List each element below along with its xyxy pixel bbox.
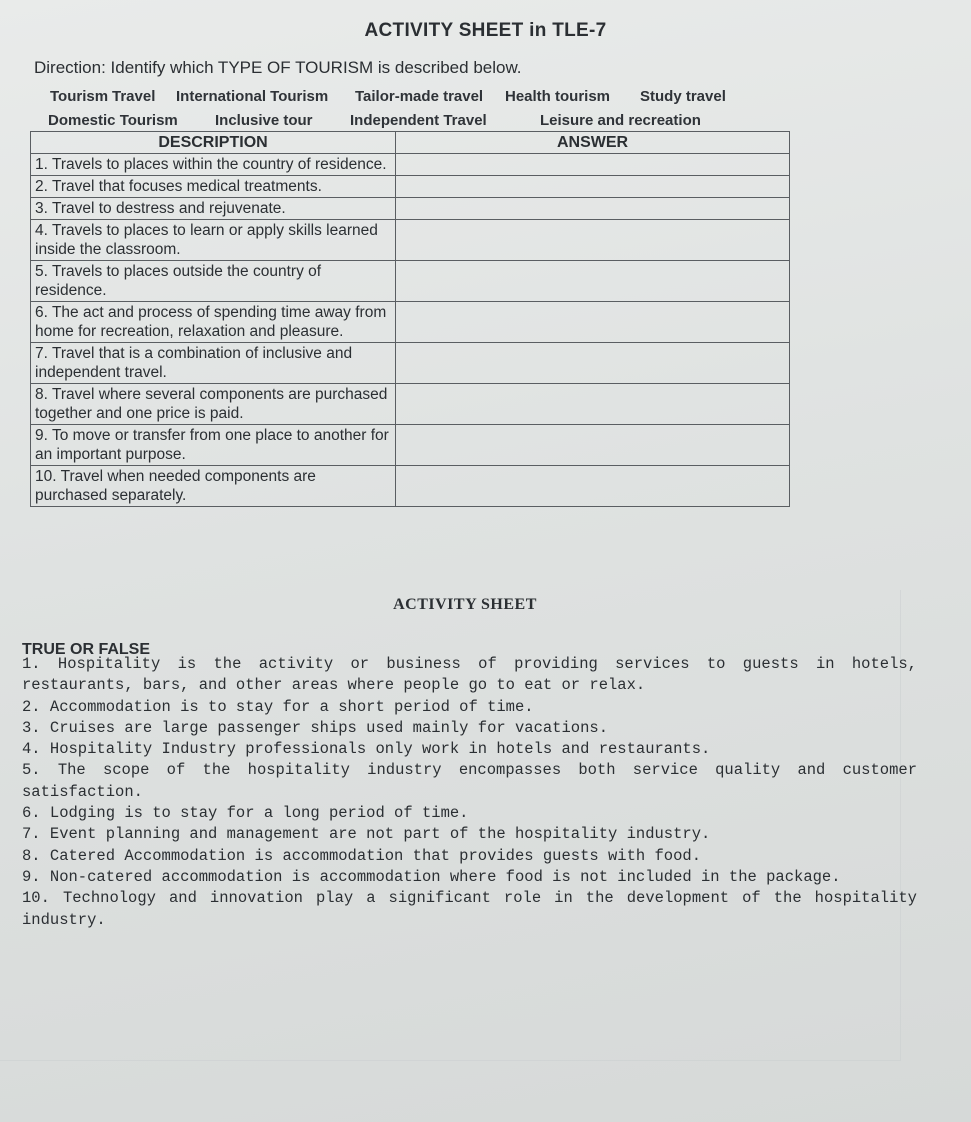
table-row bbox=[31, 302, 790, 343]
true-or-false-heading: TRUE OR FALSE bbox=[22, 641, 151, 658]
choice-study-travel: Study travel bbox=[640, 88, 726, 105]
list-item: 5. The scope of the hospitality industry encompasses both service quality and customer satisfaction. bbox=[22, 761, 917, 801]
list-item: 3. Cruises are large passenger ships used mainly for vacations. bbox=[22, 718, 608, 737]
choice-domestic-tourism: Domestic Tourism bbox=[48, 112, 178, 129]
table-row bbox=[31, 466, 790, 507]
answer-cell[interactable] bbox=[396, 198, 790, 220]
description-cell: 10. Travel when needed components are purchased separately. bbox=[31, 466, 396, 507]
list-item: 10. Technology and innovation play a significant role in the development of the hospitality industry. bbox=[22, 889, 917, 929]
list-item: 6. Lodging is to stay for a long period of time. bbox=[22, 804, 469, 823]
table-row bbox=[31, 343, 790, 384]
choice-inclusive-tour: Inclusive tour bbox=[215, 112, 313, 129]
choice-tourism: Tourism bbox=[50, 88, 109, 105]
description-cell: 7. Travel that is a combination of inclusive and independent travel. bbox=[31, 343, 396, 384]
list-item: 1. Hospitality is the activity or business of providing services to guests in hotels, restaurants, bars, and other areas where people go to eat or relax. bbox=[22, 655, 917, 695]
description-cell: 9. To move or transfer from one place to another for an important purpose. bbox=[31, 425, 396, 466]
answer-cell[interactable] bbox=[396, 343, 790, 384]
true-or-false-list bbox=[22, 654, 917, 931]
answer-cell[interactable] bbox=[396, 261, 790, 302]
answer-cell[interactable] bbox=[396, 220, 790, 261]
worksheet-title: ACTIVITY SHEET in TLE-7 bbox=[364, 20, 607, 41]
choice-travel: Travel bbox=[112, 88, 156, 105]
choice-tailor-made-travel: Tailor-made travel bbox=[355, 88, 484, 105]
table-row bbox=[31, 220, 790, 261]
list-item: 4. Hospitality Industry professionals only work in hotels and restaurants. bbox=[22, 740, 711, 759]
answer-cell[interactable] bbox=[396, 425, 790, 466]
description-cell: 6. The act and process of spending time away from home for recreation, relaxation and pleasure. bbox=[31, 302, 396, 343]
choice-health-tourism: Health tourism bbox=[505, 88, 611, 105]
list-item: 7. Event planning and management are not part of the hospitality industry. bbox=[22, 825, 711, 844]
second-sheet-title: ACTIVITY SHEET bbox=[393, 596, 537, 613]
choice-leisure-and-recreation: Leisure and recreation bbox=[540, 112, 701, 129]
choice-independent-travel: Independent Travel bbox=[350, 112, 487, 129]
list-item: 2. Accommodation is to stay for a short period of time. bbox=[22, 697, 534, 716]
description-header: DESCRIPTION bbox=[31, 132, 396, 154]
answer-header: ANSWER bbox=[396, 132, 790, 154]
table-header-row bbox=[31, 132, 790, 154]
table-row bbox=[31, 384, 790, 425]
table-row bbox=[31, 198, 790, 220]
description-cell: 1. Travels to places within the country of residence. bbox=[31, 154, 396, 176]
description-cell: 4. Travels to places to learn or apply skills learned inside the classroom. bbox=[31, 220, 396, 261]
table-row bbox=[31, 154, 790, 176]
description-cell: 2. Travel that focuses medical treatments. bbox=[31, 176, 396, 198]
description-cell: 8. Travel where several components are purchased together and one price is paid. bbox=[31, 384, 396, 425]
answer-cell[interactable] bbox=[396, 384, 790, 425]
answer-cell[interactable] bbox=[396, 176, 790, 198]
description-cell: 3. Travel to destress and rejuvenate. bbox=[31, 198, 396, 220]
table-row bbox=[31, 261, 790, 302]
table-row bbox=[31, 425, 790, 466]
tourism-type-table bbox=[30, 131, 790, 507]
answer-cell[interactable] bbox=[396, 466, 790, 507]
list-item: 9. Non-catered accommodation is accommodation where food is not included in the package. bbox=[22, 867, 841, 886]
answer-cell[interactable] bbox=[396, 302, 790, 343]
table-row bbox=[31, 176, 790, 198]
list-item: 8. Catered Accommodation is accommodation that provides guests with food. bbox=[22, 846, 702, 865]
answer-cell[interactable] bbox=[396, 154, 790, 176]
description-cell: 5. Travels to places outside the country of residence. bbox=[31, 261, 396, 302]
choice-international-tourism: International Tourism bbox=[176, 88, 329, 105]
direction-text: Direction: Identify which TYPE OF TOURISM is described below. bbox=[34, 58, 522, 77]
